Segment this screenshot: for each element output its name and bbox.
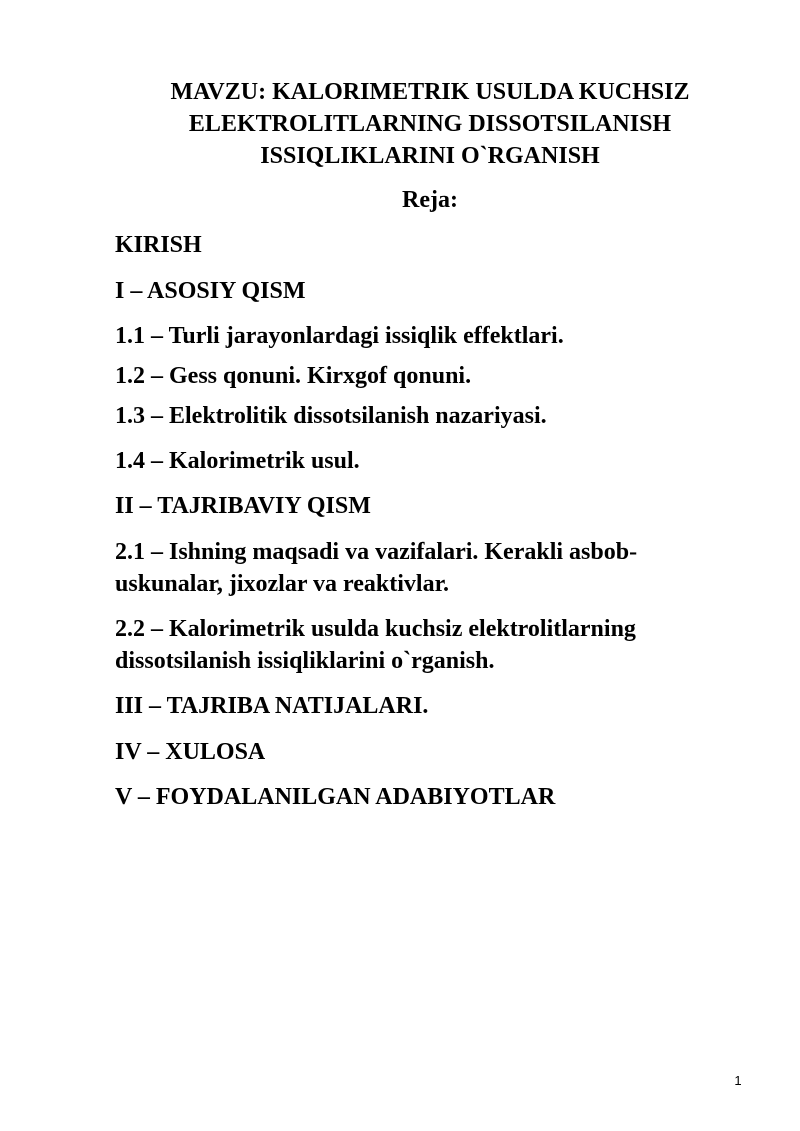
outline-item-part-4	[115, 736, 675, 768]
outline-item-text: IV – XULOSA	[115, 739, 266, 765]
outline-item-2-2	[115, 613, 675, 677]
outline-item-1-4	[115, 445, 675, 477]
outline-item-kirish	[115, 229, 675, 261]
outline-item-text: V – FOYDALANILGAN ADABIYOTLAR	[115, 784, 556, 810]
outline-item-text: 2.1 – Ishning maqsadi va vazifalari. Kerakli asbob-	[115, 539, 638, 565]
title-line: MAVZU: KALORIMETRIK USULDA KUCHSIZ	[170, 79, 690, 105]
outline-item-text: II – TAJRIBAVIY QISM	[115, 493, 371, 519]
outline-item-part-5	[115, 781, 675, 813]
document-title	[100, 76, 760, 172]
outline-item-part-3	[115, 690, 675, 722]
title-line: ISSIQLIKLARINI O`RGANISH	[260, 143, 600, 169]
plan-heading: Reja:	[402, 187, 458, 213]
outline-item-1-1	[115, 320, 675, 352]
outline-item-text: dissotsilanish issiqliklarini o`rganish.	[115, 648, 495, 674]
outline-item-1-2	[115, 360, 675, 392]
outline-item-text: 1.2 – Gess qonuni. Kirxgof qonuni.	[115, 363, 472, 389]
page-number: 1	[734, 1073, 742, 1088]
title-line: ELEKTROLITLARNING DISSOTSILANISH	[188, 111, 672, 137]
outline-item-part-1	[115, 275, 675, 307]
outline-item-text: KIRISH	[115, 232, 202, 258]
outline-item-text: I – ASOSIY QISM	[115, 278, 306, 304]
outline-item-text: 1.3 – Elektrolitik dissotsilanish nazariyasi.	[115, 403, 547, 429]
outline-item-text: 1.4 – Kalorimetrik usul.	[115, 448, 360, 474]
outline-item-text: uskunalar, jixozlar va reaktivlar.	[115, 571, 450, 597]
outline-item-text: 1.1 – Turli jarayonlardagi issiqlik effektlari.	[115, 323, 564, 349]
outline-item-1-3	[115, 400, 675, 432]
outline-item-2-1	[115, 536, 675, 600]
outline-item-text: III – TAJRIBA NATIJALARI.	[115, 693, 429, 719]
outline-item-text: 2.2 – Kalorimetrik usulda kuchsiz elektrolitlarning	[115, 616, 636, 642]
outline-item-part-2	[115, 490, 675, 522]
